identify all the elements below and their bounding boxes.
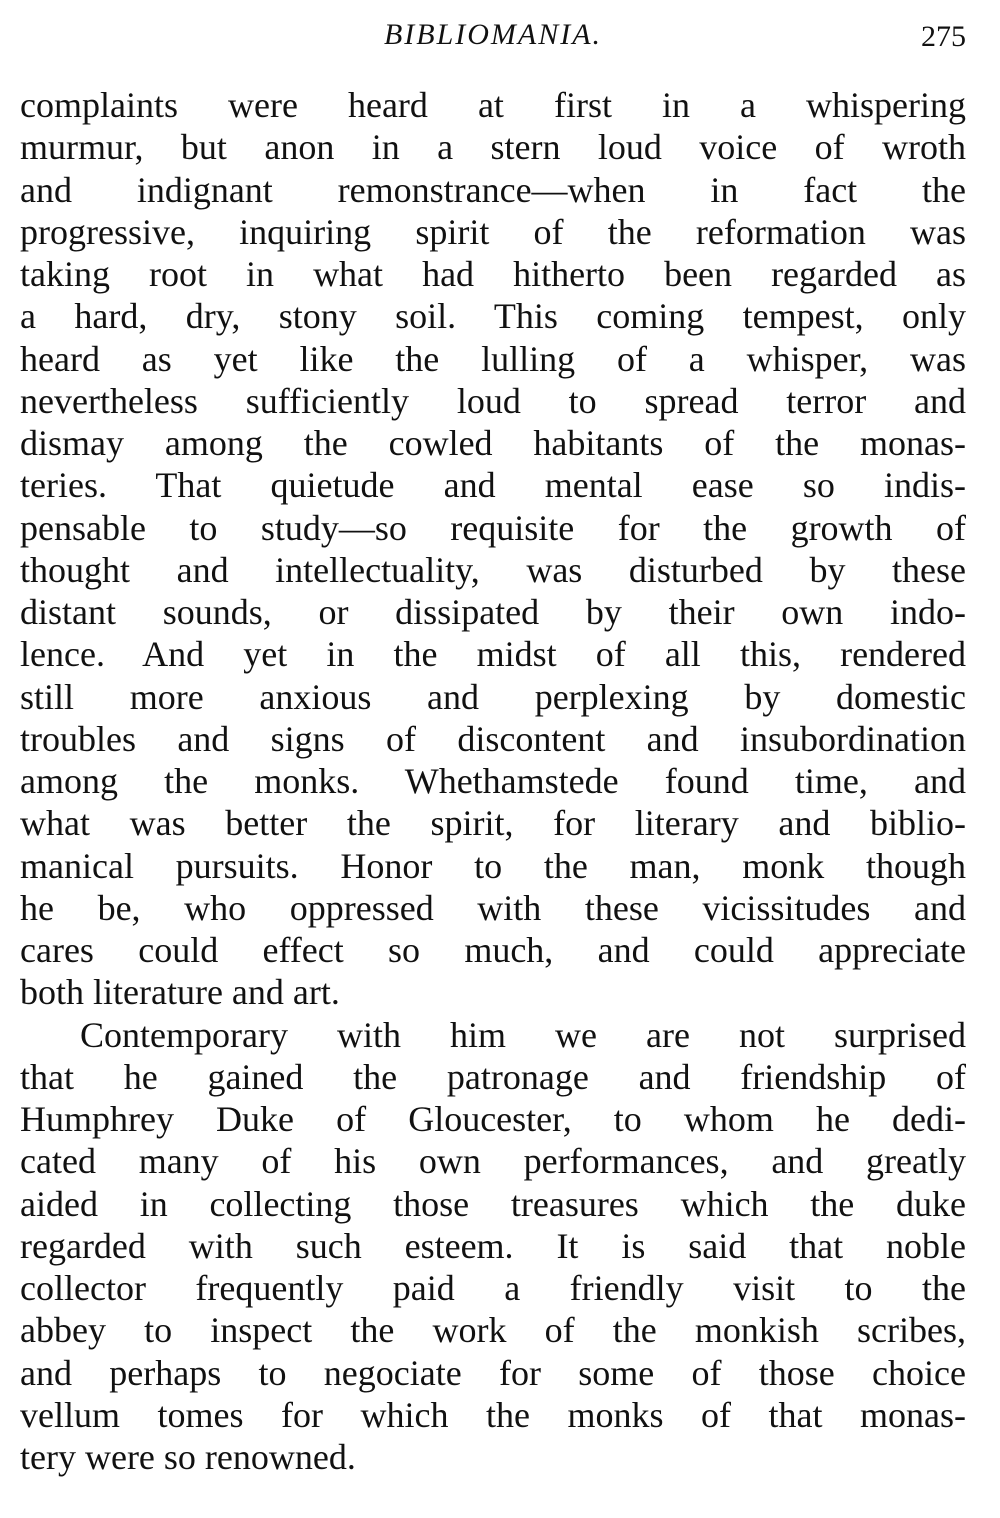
page-header <box>20 14 966 58</box>
text-line: a hard, dry, stony soil. This coming tempest, only <box>20 296 966 337</box>
text-line: manical pursuits. Honor to the man, monk though <box>20 845 966 886</box>
text-line: he be, who oppressed with these vicissitudes and <box>20 887 966 928</box>
body-text <box>20 84 966 1478</box>
text-line: abbey to inspect the work of the monkish scribes, <box>20 1310 966 1351</box>
text-line: tery were so renowned. <box>20 1437 356 1477</box>
text-line: taking root in what had hitherto been regarded as <box>20 254 966 294</box>
text-line: among the monks. Whethamstede found time, and <box>20 761 966 801</box>
text-line: and indignant remonstrance—when in fact the <box>20 169 966 210</box>
text-line: heard as yet like the lulling of a whisper, was <box>20 338 966 379</box>
text-line: that he gained the patronage and friendship of <box>20 1056 966 1097</box>
text-line: complaints were heard at first in a whispering <box>20 85 966 125</box>
text-line: vellum tomes for which the monks of that monas- <box>20 1394 966 1435</box>
running-title: BIBLIOMANIA. <box>383 18 603 51</box>
text-line: what was better the spirit, for literary and biblio- <box>20 803 966 844</box>
page-number: 275 <box>921 20 966 53</box>
text-line: Contemporary with him we are not surprised <box>80 1014 966 1055</box>
text-line: troubles and signs of discontent and insubordination <box>20 718 966 759</box>
text-line: and perhaps to negociate for some of those choice <box>20 1352 966 1393</box>
text-line: collector frequently paid a friendly visit to the <box>20 1268 966 1308</box>
text-line: progressive, inquiring spirit of the reformation was <box>20 211 966 252</box>
text-line: nevertheless sufficiently loud to spread terror and <box>20 380 966 421</box>
text-line: dismay among the cowled habitants of the monas- <box>20 423 966 463</box>
text-line: both literature and art. <box>20 972 340 1013</box>
text-line: cated many of his own performances, and greatly <box>20 1141 966 1182</box>
text-line: pensable to study—so requisite for the growth of <box>20 507 966 548</box>
text-line: murmur, but anon in a stern loud voice of wroth <box>20 127 966 168</box>
text-line: regarded with such esteem. It is said that noble <box>20 1225 966 1266</box>
text-line: cares could effect so much, and could appreciate <box>20 930 966 970</box>
text-line: lence. And yet in the midst of all this, rendered <box>20 634 966 675</box>
text-line: Humphrey Duke of Gloucester, to whom he dedi- <box>20 1099 966 1139</box>
text-line: distant sounds, or dissipated by their own indo- <box>20 592 966 632</box>
text-line: teries. That quietude and mental ease so indis- <box>20 465 966 506</box>
text-line: thought and intellectuality, was disturbed by these <box>20 549 966 590</box>
text-line: still more anxious and perplexing by domestic <box>20 676 966 717</box>
text-line: aided in collecting those treasures which the duke <box>20 1183 966 1224</box>
